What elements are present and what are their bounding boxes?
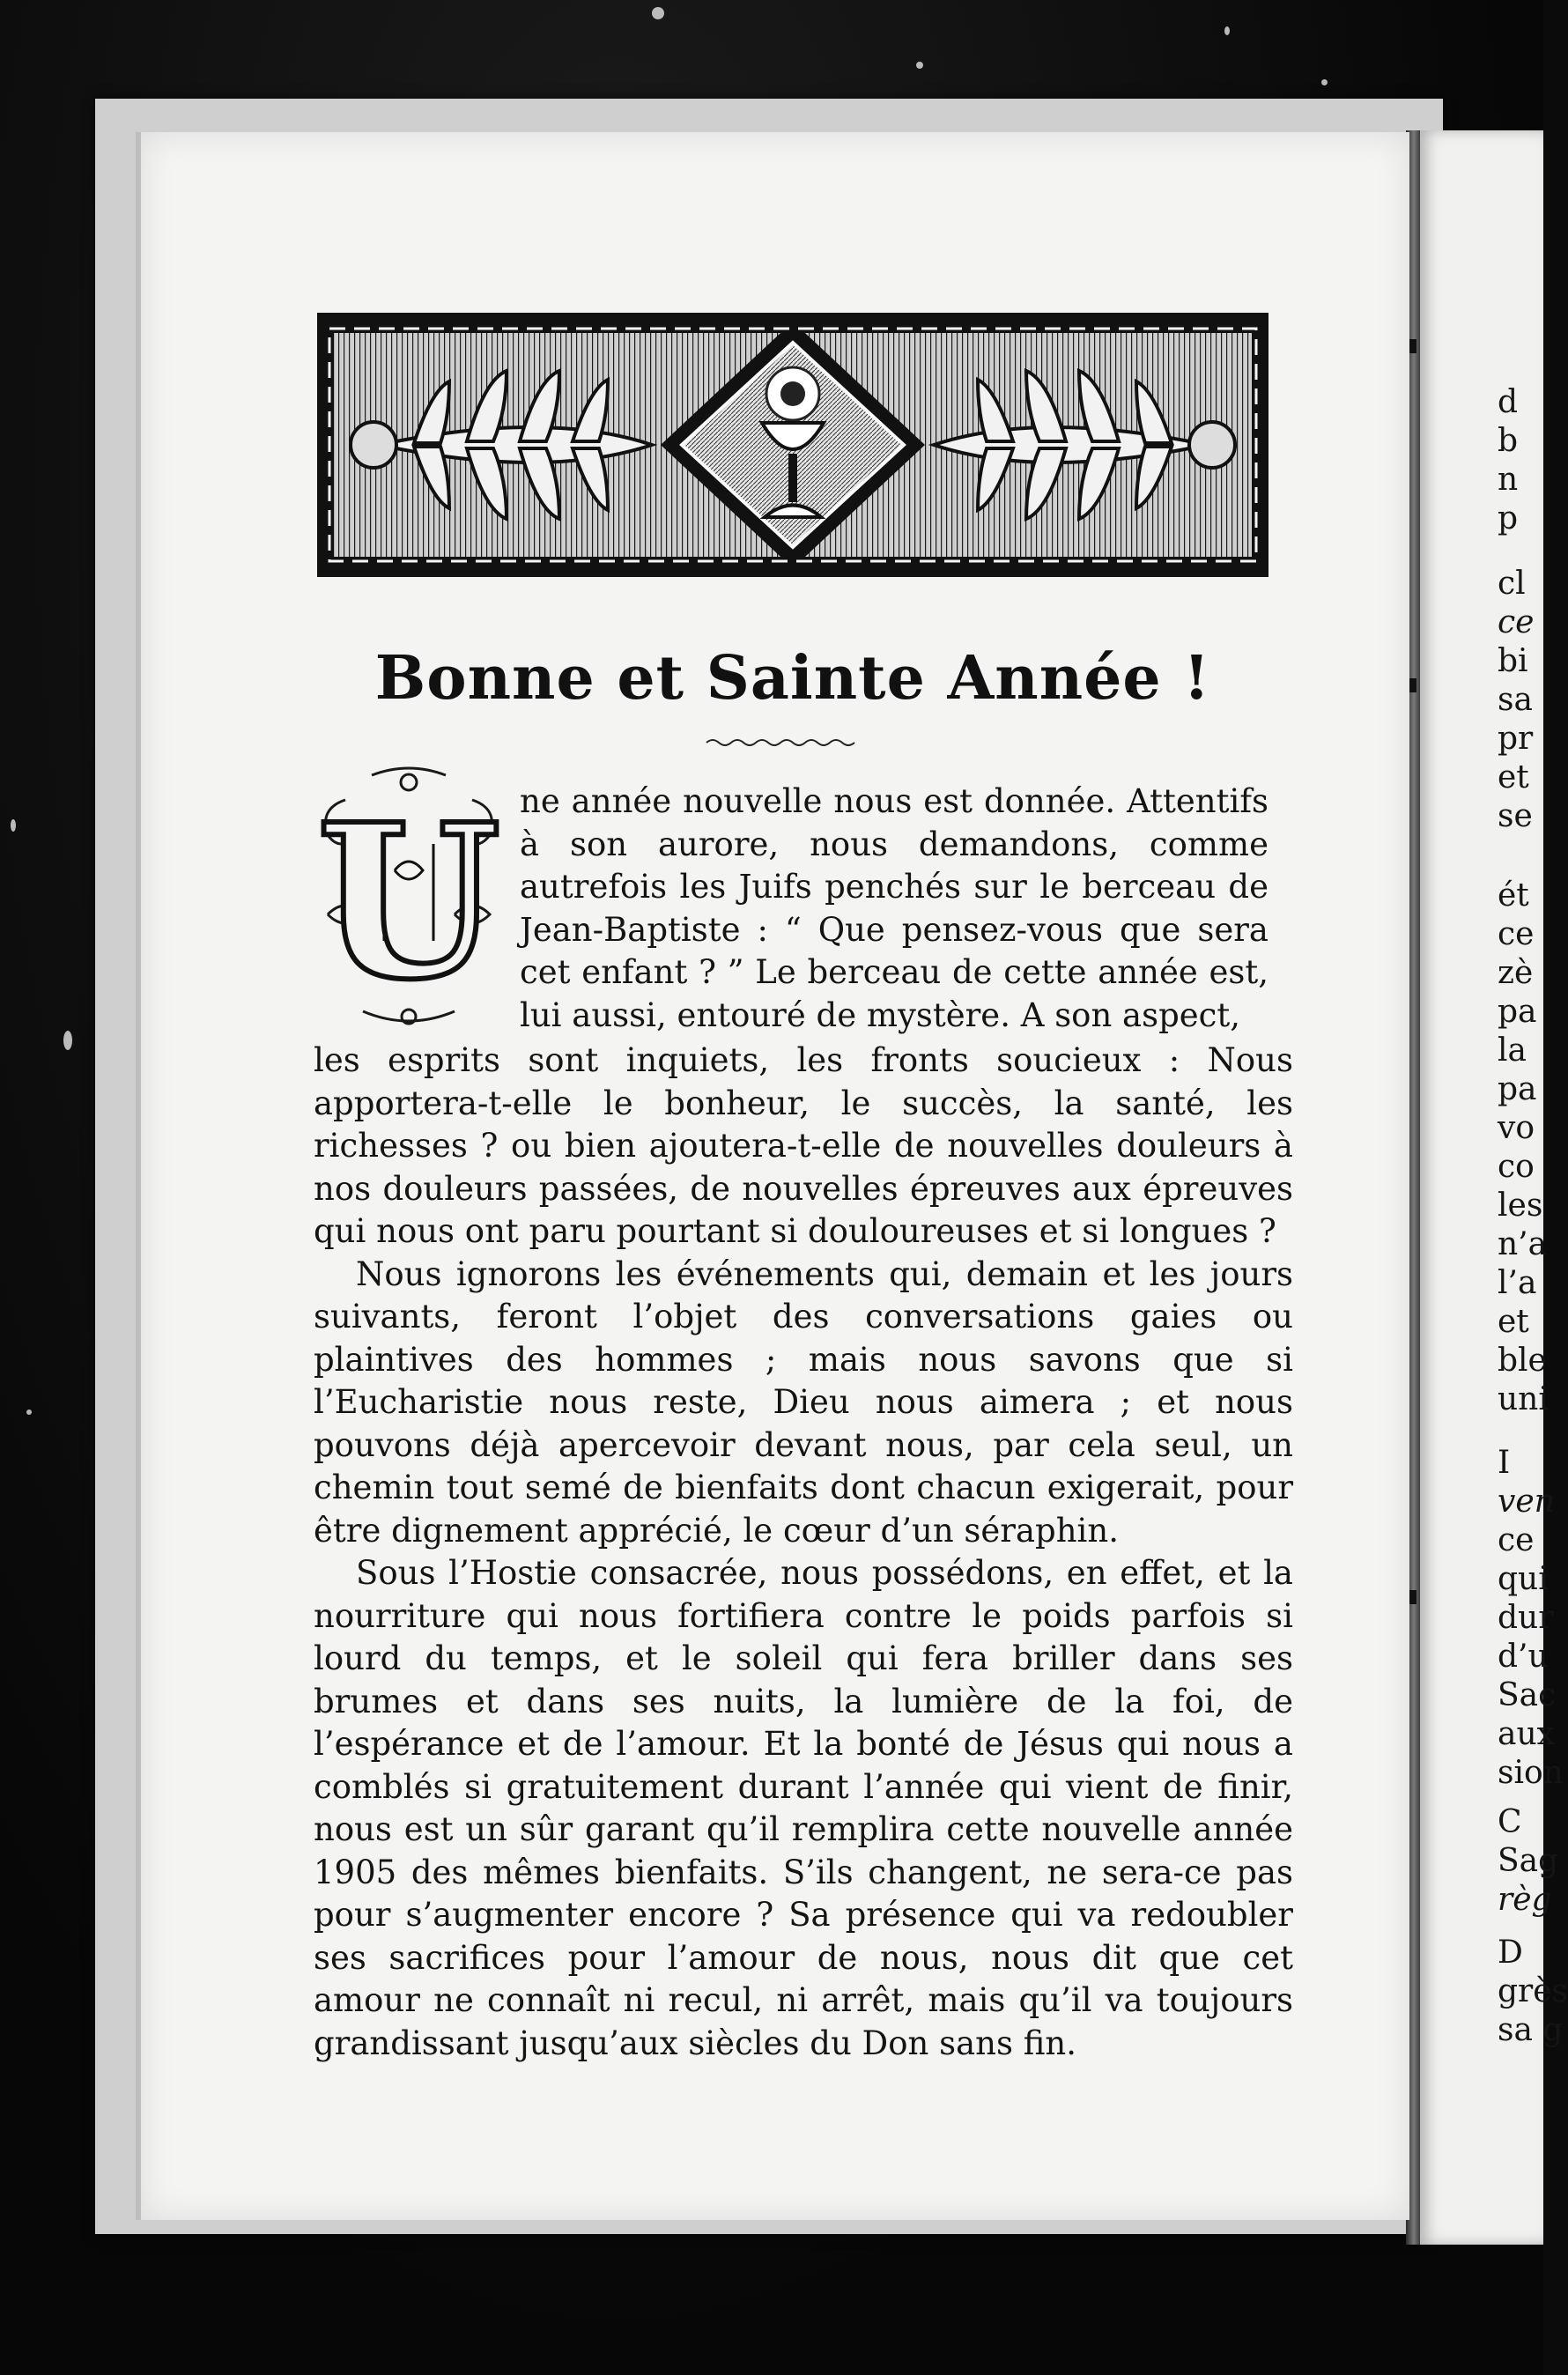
paragraph-3: Sous l’Hostie consacrée, nous possédons, en effet, et la nourriture qui nous fortifiera contre le poids parfois si lourd du temps, et le soleil qui fera briller dans ses brumes et dans ses nuits, la lumière de la foi, de l’espérance et de l’amour. Et la bonté de Jésus qui nous a comblés si gratuitement durant l’année qui vient de finir, nous est un sûr garant qu’il remplira cette nouvelle année 1905 des mêmes bienfaits. S’ils changent, ne sera-ce pas pour s’augmenter encore ? Sa présence qui va redoubler ses sacrifices pour l’amour de nous, nous dit que cet amour ne connaît ni recul, ni arrêt, mais qu’il va toujours grandissant jusqu’aux siècles du Don sans fin. [314, 1554, 1293, 2062]
facing-page-fragment: règ [1498, 1882, 1552, 1918]
body-text [314, 1040, 1293, 2065]
facing-page-fragment: pa [1498, 994, 1537, 1030]
facing-page-fragment: uni [1498, 1381, 1549, 1417]
facing-page-fragment: qui [1498, 1561, 1549, 1597]
facing-page-fragment: vo [1498, 1110, 1535, 1146]
facing-page-fragment: ble [1498, 1343, 1547, 1379]
lead-paragraph: ne année nouvelle nous est donnée. Attentifs à son aurore, nous demandons, comme autrefois les Juifs penchés sur le berceau de Jean-Baptiste : “ Que pensez-vous que sera cet enfant ? ” Le berceau de cette année est, lui aussi, entouré de mystère. A son aspect, [520, 782, 1268, 1034]
dust-speck [916, 62, 923, 69]
facing-page-fragment: aux [1498, 1716, 1555, 1752]
facing-page-fragment: l’a [1498, 1265, 1537, 1301]
facing-page-fragment: n’a [1498, 1226, 1548, 1262]
facing-page-fragment: zè [1498, 955, 1534, 991]
facing-page-fragment: D [1498, 1935, 1523, 1971]
facing-page-fragment: Sag [1498, 1843, 1559, 1879]
facing-page-fragment: I [1498, 1445, 1511, 1481]
facing-page-fragment: sa g [1498, 2012, 1564, 2048]
facing-page-fragment: ven [1498, 1483, 1555, 1520]
dust-speck [26, 1409, 32, 1415]
facing-page-fragment: Sac [1498, 1677, 1557, 1713]
facing-page-fragment: d [1498, 384, 1519, 420]
dust-speck [1321, 79, 1328, 85]
dust-speck [63, 1031, 72, 1050]
facing-page-fragment: ét [1498, 877, 1529, 914]
facing-page-fragment: p [1498, 500, 1519, 536]
dust-speck [11, 819, 16, 832]
dust-speck [652, 7, 664, 19]
facing-page-fragment: cl [1498, 566, 1526, 602]
title-ornament-rule [705, 736, 856, 749]
facing-page-fragment: la [1498, 1032, 1527, 1069]
paragraph-2: Nous ignorons les événements qui, demain et les jours suivants, feront l’objet des conversations gaies ou plaintives des hommes ; mais nous savons que si l’Eucharistie nous reste, Dieu nous aimera ; et nous pouvons déjà apercevoir devant nous, par cela seul, un chemin tout semé de bienfaits dont chacun exigerait, pour être dignement apprécié, le cœur d’un séraphin. [314, 1254, 1293, 1550]
facing-page-fragment: pr [1498, 721, 1534, 757]
facing-page-fragment: sion [1498, 1755, 1564, 1791]
facing-page-fragment: ce [1498, 604, 1535, 640]
paragraph-1-continued: les esprits sont inquiets, les fronts soucieux : Nous apportera-t-elle le bonheur, le succès, la santé, les richesses ? ou bien ajoutera-t-elle de nouvelles douleurs à nos douleurs passées, de nouvelles épreuves aux épreuves qui nous ont paru pourtant si douloureuses et si longues ? [314, 1041, 1293, 1250]
facing-page-fragment: n [1498, 462, 1519, 498]
facing-page-fragment: se [1498, 798, 1533, 834]
facing-page-fragment: les [1498, 1188, 1543, 1224]
facing-page-fragment: co [1498, 1149, 1535, 1185]
facing-page-fragment: dur [1498, 1600, 1554, 1636]
page-title: Bonne et Sainte Année ! [374, 643, 1211, 714]
dust-speck [1224, 26, 1230, 35]
facing-page-fragment: ce [1498, 1522, 1535, 1558]
lead-text [520, 781, 1268, 1037]
facing-page-fragment: sa [1498, 682, 1533, 718]
facing-page-fragment: ce [1498, 916, 1535, 952]
facing-page-fragment: d’u [1498, 1639, 1549, 1675]
facing-page-fragment: et [1498, 759, 1529, 795]
facing-page-fragment: et [1498, 1304, 1529, 1340]
svg-text:U: U [316, 778, 501, 1026]
facing-page-fragment: bi [1498, 643, 1528, 679]
facing-page-fragment: grès [1498, 1973, 1568, 2009]
facing-page-fragment: b [1498, 423, 1519, 459]
facing-page-fragment: pa [1498, 1071, 1537, 1107]
facing-page-fragment: C [1498, 1804, 1522, 1840]
header-engraving [317, 313, 1268, 577]
drop-cap [310, 765, 507, 1029]
